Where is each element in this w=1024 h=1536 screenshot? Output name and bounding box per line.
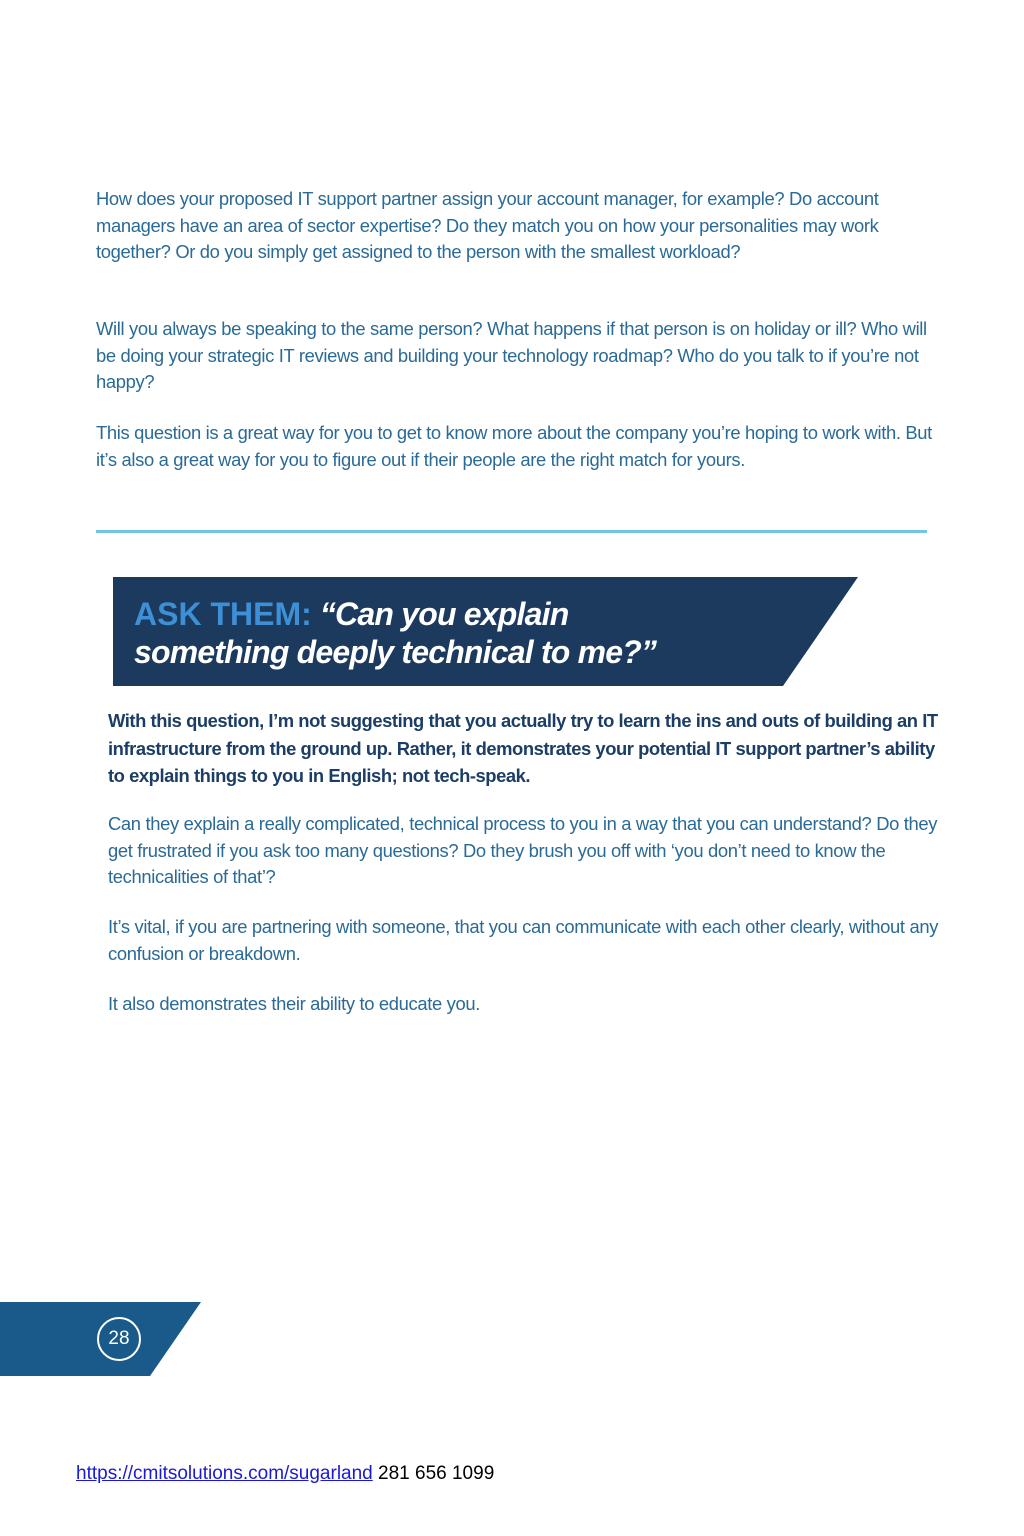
section-paragraph: It also demonstrates their ability to educate you. <box>108 993 480 1014</box>
website-link[interactable]: https://cmitsolutions.com/sugarland <box>76 1463 373 1484</box>
section-paragraph: It’s vital, if you are partnering with someone, that you can communicate with each other clearly, without any confusion or breakdown. <box>108 916 939 964</box>
section-divider <box>96 530 927 533</box>
banner-question-line2: something deeply technical to me?” <box>134 634 657 670</box>
intro-paragraph: How does your proposed IT support partner assign your account manager, for example? Do account managers have an area of sector expertise? Do they match you on how your personalities may work together? Or do you simply get assigned to the person with the smallest workload? <box>96 188 879 262</box>
phone-number: 281 656 1099 <box>378 1463 495 1484</box>
footer <box>76 1461 494 1487</box>
ask-them-label: ASK THEM: <box>134 596 312 632</box>
section-paragraph: Can they explain a really complicated, technical process to you in a way that you can understand? Do they get frustrated if you ask too many questions? Do they brush you off with ‘you don’t need to know the technicalities of that’? <box>108 813 938 887</box>
banner-question-line1: “Can you explain <box>319 596 569 632</box>
intro-paragraph: Will you always be speaking to the same person? What happens if that person is on holiday or ill? Who will be doing your strategic IT reviews and building your technology roadmap? Who do you talk to if you’re not happy? <box>96 318 927 392</box>
page-number: 28 <box>97 1317 141 1361</box>
intro-paragraph: This question is a great way for you to get to know more about the company you’re hoping to work with. But it’s also a great way for you to figure out if their people are the right match for yours. <box>96 422 932 470</box>
ask-them-banner <box>113 577 858 686</box>
banner-heading <box>134 595 774 671</box>
section-lead-paragraph: With this question, I’m not suggesting that you actually try to learn the ins and outs of building an IT infrastructure from the ground up. Rather, it demonstrates your potential IT support partner’s ability to explain things to you in English; not tech-speak. <box>108 710 938 786</box>
